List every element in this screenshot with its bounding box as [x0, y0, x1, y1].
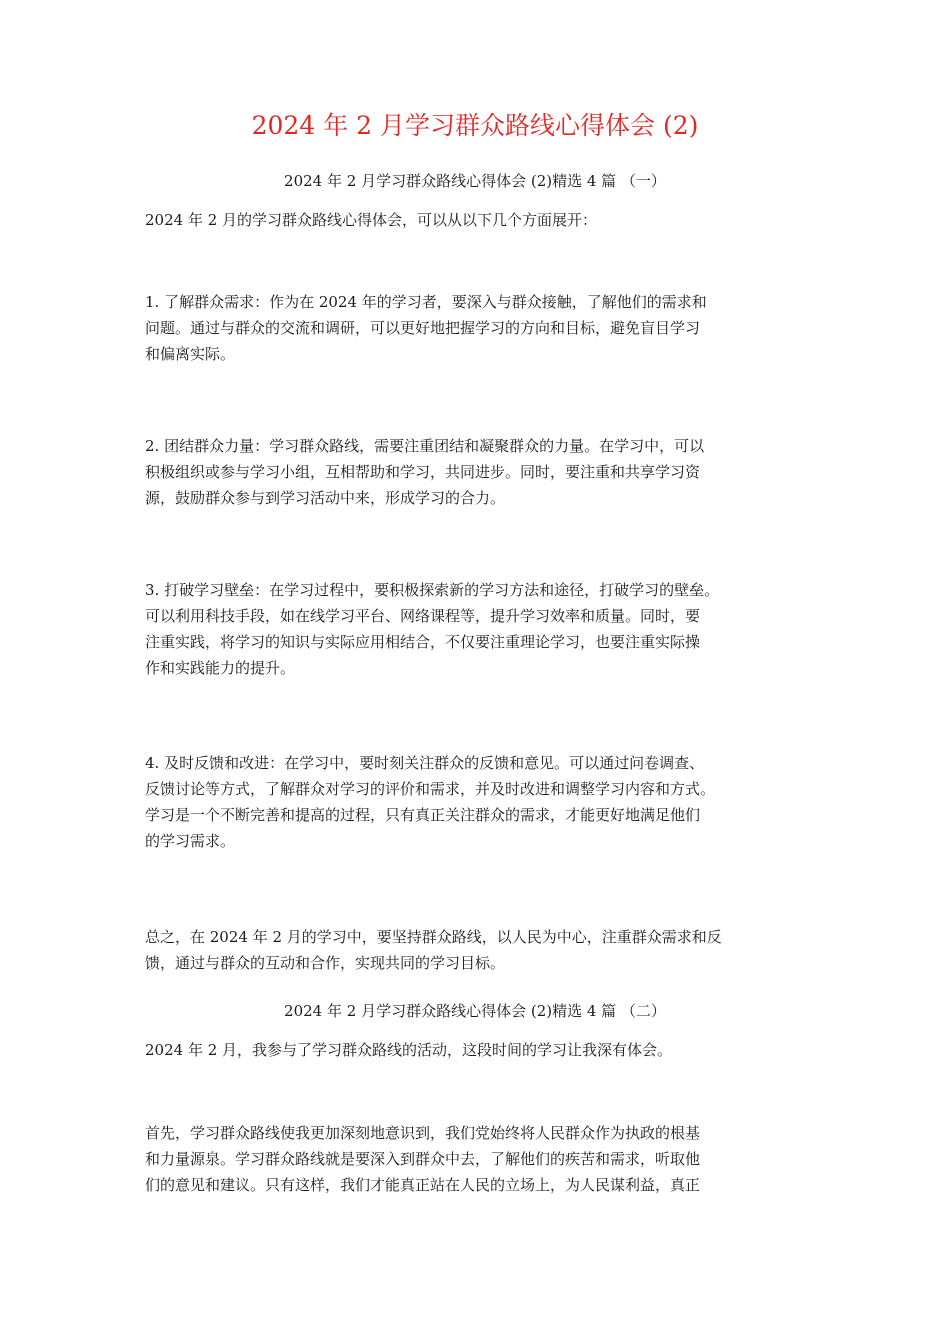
paragraph-line: 学习是一个不断完善和提高的过程，只有真正关注群众的需求，才能更好地满足他们 [145, 806, 701, 824]
paragraph-line: 3. 打破学习壁垒：在学习过程中，要积极探索新的学习方法和途径，打破学习的壁垒。 [145, 581, 720, 599]
paragraph-line: 问题。通过与群众的交流和调研，可以更好地把握学习的方向和目标，避免盲目学习 [145, 319, 701, 337]
paragraph-line: 总之，在 2024 年 2 月的学习中，要坚持群众路线，以人民为中心，注重群众需求和反 [145, 928, 722, 946]
point-4-paragraph [145, 750, 825, 854]
point-2-paragraph [145, 433, 825, 511]
paragraph-line: 2024 年 2 月的学习群众路线心得体会，可以从以下几个方面展开： [145, 211, 598, 229]
section-two-intro [145, 1037, 825, 1063]
section-two-heading: 2024 年 2 月学习群众路线心得体会 (2)精选 4 篇 （二） [284, 1002, 666, 1020]
paragraph-line: 可以利用科技手段，如在线学习平台、网络课程等，提升学习效率和质量。同时，要 [145, 607, 701, 625]
point-3-paragraph [145, 577, 825, 681]
point-1-paragraph [145, 289, 825, 367]
paragraph-line: 积极组织或参与学习小组，互相帮助和学习，共同进步。同时，要注重和共享学习资 [145, 463, 701, 481]
paragraph-line: 源，鼓励群众参与到学习活动中来，形成学习的合力。 [145, 489, 506, 507]
section-one-heading: 2024 年 2 月学习群众路线心得体会 (2)精选 4 篇 （一） [284, 172, 666, 190]
paragraph-line: 和力量源泉。学习群众路线就是要深入到群众中去，了解他们的疾苦和需求，听取他 [145, 1150, 701, 1168]
paragraph-line: 首先，学习群众路线使我更加深刻地意识到，我们党始终将人民群众作为执政的根基 [145, 1124, 701, 1142]
paragraph-line: 作和实践能力的提升。 [145, 659, 296, 677]
paragraph-line: 2024 年 2 月，我参与了学习群众路线的活动，这段时间的学习让我深有体会。 [145, 1041, 673, 1059]
section-one-intro [145, 207, 825, 233]
paragraph-line: 馈，通过与群众的互动和合作，实现共同的学习目标。 [145, 954, 506, 972]
paragraph-line: 的学习需求。 [145, 832, 236, 850]
paragraph-line: 1. 了解群众需求：作为在 2024 年的学习者，要深入与群众接触，了解他们的需求和 [145, 293, 707, 311]
document-title: 2024 年 2 月学习群众路线心得体会 (2) [251, 111, 699, 140]
paragraph-line: 2. 团结群众力量：学习群众路线，需要注重团结和凝聚群众的力量。在学习中，可以 [145, 437, 705, 455]
conclusion-paragraph [145, 924, 825, 976]
section-two-first-paragraph [145, 1120, 825, 1198]
paragraph-line: 注重实践，将学习的知识与实际应用相结合，不仅要注重理论学习，也要注重实际操 [145, 633, 701, 651]
paragraph-line: 反馈讨论等方式，了解群众对学习的评价和需求，并及时改进和调整学习内容和方式。 [145, 780, 716, 798]
paragraph-line: 4. 及时反馈和改进：在学习中，要时刻关注群众的反馈和意见。可以通过问卷调查、 [145, 754, 705, 772]
paragraph-line: 和偏离实际。 [145, 345, 236, 363]
paragraph-line: 们的意见和建议。只有这样，我们才能真正站在人民的立场上，为人民谋利益，真正 [145, 1176, 701, 1194]
